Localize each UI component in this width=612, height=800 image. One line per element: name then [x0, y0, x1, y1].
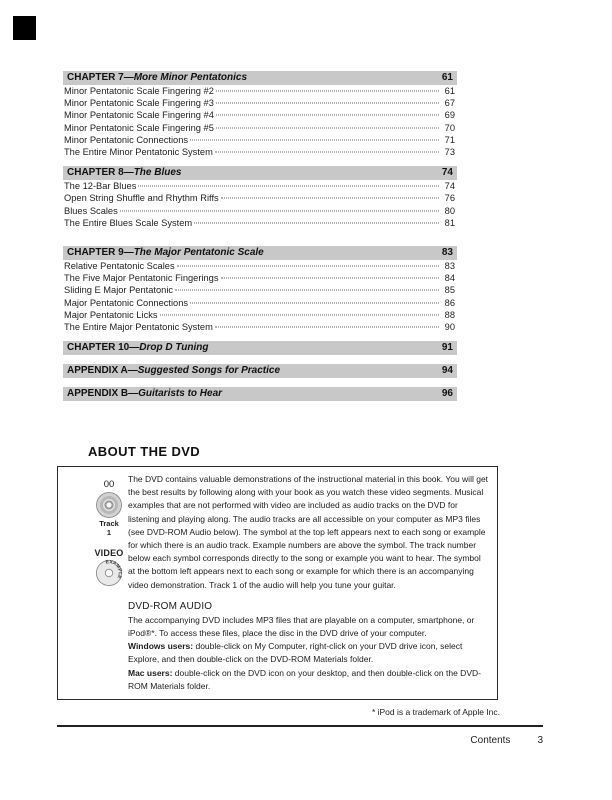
- toc-entry-page-number: 73: [444, 147, 455, 158]
- cd-disc-icon: [96, 492, 122, 518]
- toc-dot-leader: [216, 91, 439, 92]
- toc-dot-leader: [216, 115, 439, 116]
- dvd-symbols-column: [84, 467, 134, 592]
- toc-dot-leader: [177, 266, 439, 267]
- toc-entry-title: Major Pentatonic Licks: [64, 309, 158, 320]
- dvd-audio-paragraph: [128, 614, 490, 693]
- toc-entry-title: Minor Pentatonic Scale Fingering #2: [64, 86, 214, 96]
- page-corner-marker: [13, 16, 36, 40]
- toc-dot-leader: [194, 222, 439, 223]
- toc-dot-leader: [215, 152, 439, 153]
- toc-entry: [63, 309, 457, 321]
- toc-entry-title: Minor Pentatonic Scale Fingering #3: [64, 98, 214, 109]
- toc-entry-page-number: 90: [444, 322, 455, 333]
- dvd-intro-paragraph: The DVD contains valuable demonstrations of the instructional material in this book. You will get the best results by following along with your book as you watch these video segments. Musical examples that are not performed with video are included as audio tracks on the DVD for listening and playing along. The audio tracks are all accessible on your computer as MP3 files (see DVD-ROM Audio below). The symbol at the top left appears next to each song or example for which there is an audio track. Example numbers are above the symbol. The track number below each symbol corresponds directly to the song or example you want to hear. The symbol at the bottom left appears next to each song or example for which there is an accompanying video demonstration. Track 1 of the audio will help you tune your guitar.: [128, 474, 489, 590]
- toc-entry-title: Major Pentatonic Connections: [64, 297, 189, 308]
- toc-section: [63, 71, 457, 158]
- about-dvd-heading: ABOUT THE DVD: [88, 444, 201, 459]
- toc-entry-title: The Entire Blues Scale System: [64, 217, 193, 228]
- toc-dot-leader: [120, 210, 439, 211]
- dvd-text-column: [128, 473, 490, 693]
- toc-chapter-header: [63, 71, 457, 85]
- toc-chapter-title: —More Minor Pentatonics: [123, 72, 248, 83]
- dvd-audio-text-run: double-click on My Computer, right-click on your DVD drive icon, select Explore, and then double-click on the DVD-ROM Materials folder.: [128, 641, 463, 665]
- toc-entry: [63, 284, 457, 296]
- ipod-trademark-note: * iPod is a trademark of Apple Inc.: [371, 707, 500, 717]
- dvd-rom-audio-heading: DVD-ROM AUDIO: [128, 600, 213, 612]
- toc-entry-title: Open String Shuffle and Rhythm Riffs: [64, 193, 219, 204]
- toc-section: [63, 166, 457, 229]
- toc-entry-title: The Entire Major Pentatonic System: [64, 322, 213, 333]
- toc-chapter-page-number: 61: [441, 72, 453, 83]
- dvd-info-box: [57, 466, 498, 700]
- toc-entry-page-number: 85: [444, 285, 455, 296]
- toc-entry: [63, 321, 457, 333]
- toc-entry-title: Sliding E Major Pentatonic: [64, 285, 174, 296]
- toc-entry-title: The Five Major Pentatonic Fingerings: [64, 273, 219, 284]
- toc-chapter-label: CHAPTER 8: [67, 167, 124, 179]
- track-number: 1: [106, 528, 112, 537]
- toc-chapter-label: CHAPTER 10: [67, 342, 130, 354]
- toc-chapter-header: [63, 387, 457, 401]
- toc-entry-page-number: 81: [444, 217, 455, 228]
- toc-entry-title: Minor Pentatonic Scale Fingering #4: [64, 110, 214, 121]
- toc-dot-leader: [216, 103, 439, 104]
- dvd-audio-text-run: The accompanying DVD includes MP3 files that are playable on a computer, smartphone, or iPod®*. To access these files, place the disc in the DVD drive of your computer.: [128, 614, 475, 639]
- toc-chapter-header: [63, 166, 457, 180]
- toc-entry-page-number: 76: [444, 193, 455, 204]
- toc-chapter-header: [63, 246, 457, 260]
- toc-chapter-page-number: 83: [441, 247, 453, 259]
- toc-chapter-page-number: 96: [441, 388, 453, 400]
- toc-entry: [63, 192, 457, 204]
- toc-entry: [63, 272, 457, 284]
- toc-section: [63, 387, 457, 401]
- toc-entry-title: Blues Scales: [64, 205, 118, 216]
- toc-entry-page-number: 71: [444, 134, 455, 145]
- footer-page-number: 3: [537, 735, 543, 746]
- toc-chapter-label: CHAPTER 7: [67, 72, 124, 83]
- toc-chapter-page-number: 74: [441, 167, 453, 179]
- toc-chapter-label: CHAPTER 9: [67, 247, 124, 259]
- toc-dot-leader: [216, 127, 439, 128]
- toc-entry: [63, 122, 457, 134]
- toc-entry-page-number: 83: [444, 261, 455, 272]
- toc-dot-leader: [160, 314, 439, 315]
- toc-chapter-title: —Drop D Tuning: [129, 342, 209, 354]
- toc-dot-leader: [221, 198, 439, 199]
- toc-entry: [63, 85, 457, 97]
- video-label: VIDEO: [94, 548, 124, 558]
- toc-chapter-page-number: 94: [441, 365, 453, 377]
- footer-section-label: Contents: [470, 735, 511, 746]
- dvd-audio-bold-run: Mac users:: [128, 667, 173, 678]
- toc-entry-page-number: 61: [444, 86, 455, 96]
- toc-dot-leader: [221, 278, 439, 279]
- toc-entry: [63, 109, 457, 121]
- toc-entry-title: Minor Pentatonic Scale Fingering #5: [64, 122, 214, 133]
- toc-entry-title: Minor Pentatonic Connections: [64, 134, 189, 145]
- toc-entry-page-number: 88: [444, 309, 455, 320]
- toc-entry-page-number: 70: [444, 122, 455, 133]
- toc-chapter-title: —The Blues: [123, 167, 182, 179]
- toc-section: [63, 246, 457, 333]
- toc-entry-page-number: 80: [444, 205, 455, 216]
- toc-entry-page-number: 67: [444, 98, 455, 109]
- toc-entry: [63, 217, 457, 229]
- toc-chapter-header: [63, 364, 457, 378]
- dvd-audio-text-run: double-click on the DVD icon on your desktop, and then double-click on the DVD-ROM Materials folder.: [128, 667, 481, 691]
- toc-entry-page-number: 74: [444, 181, 455, 192]
- toc-entry-title: Relative Pentatonic Scales: [64, 261, 175, 272]
- toc-dot-leader: [190, 302, 439, 303]
- toc-entry-title: The Entire Minor Pentatonic System: [64, 147, 213, 158]
- example-number-label: 00: [103, 479, 115, 490]
- toc-chapter-title: —Guitarists to Hear: [128, 388, 223, 400]
- page-footer: [0, 735, 543, 746]
- toc-dot-leader: [175, 290, 439, 291]
- toc-entry: [63, 134, 457, 146]
- toc-chapter-label: APPENDIX A: [67, 365, 128, 377]
- toc-section: [63, 364, 457, 378]
- video-example-stamp-icon: [91, 555, 126, 590]
- toc-entry: [63, 297, 457, 309]
- toc-entry: [63, 146, 457, 158]
- dvd-audio-bold-run: Windows users:: [128, 641, 194, 652]
- toc-entry-title: The 12-Bar Blues: [64, 181, 137, 192]
- toc-entry: [63, 97, 457, 109]
- toc-chapter-page-number: 91: [441, 342, 453, 354]
- toc-entry: [63, 260, 457, 272]
- toc-entry: [63, 205, 457, 217]
- toc-section: [63, 341, 457, 355]
- track-label: Track: [99, 519, 119, 528]
- toc-entry-page-number: 84: [444, 273, 455, 284]
- toc-chapter-label: APPENDIX B: [67, 388, 129, 400]
- toc-entry: [63, 180, 457, 192]
- table-of-contents: [63, 71, 457, 401]
- toc-entry-page-number: 86: [444, 297, 455, 308]
- toc-chapter-title: —Suggested Songs for Practice: [127, 365, 281, 377]
- footer-divider: [57, 725, 543, 727]
- toc-dot-leader: [138, 186, 439, 187]
- toc-chapter-title: —The Major Pentatonic Scale: [123, 247, 264, 259]
- toc-dot-leader: [215, 327, 439, 328]
- svg-text:EXAMPLE: EXAMPLE: [105, 560, 122, 580]
- toc-chapter-header: [63, 341, 457, 355]
- toc-entry-page-number: 69: [444, 110, 455, 121]
- toc-dot-leader: [190, 139, 439, 140]
